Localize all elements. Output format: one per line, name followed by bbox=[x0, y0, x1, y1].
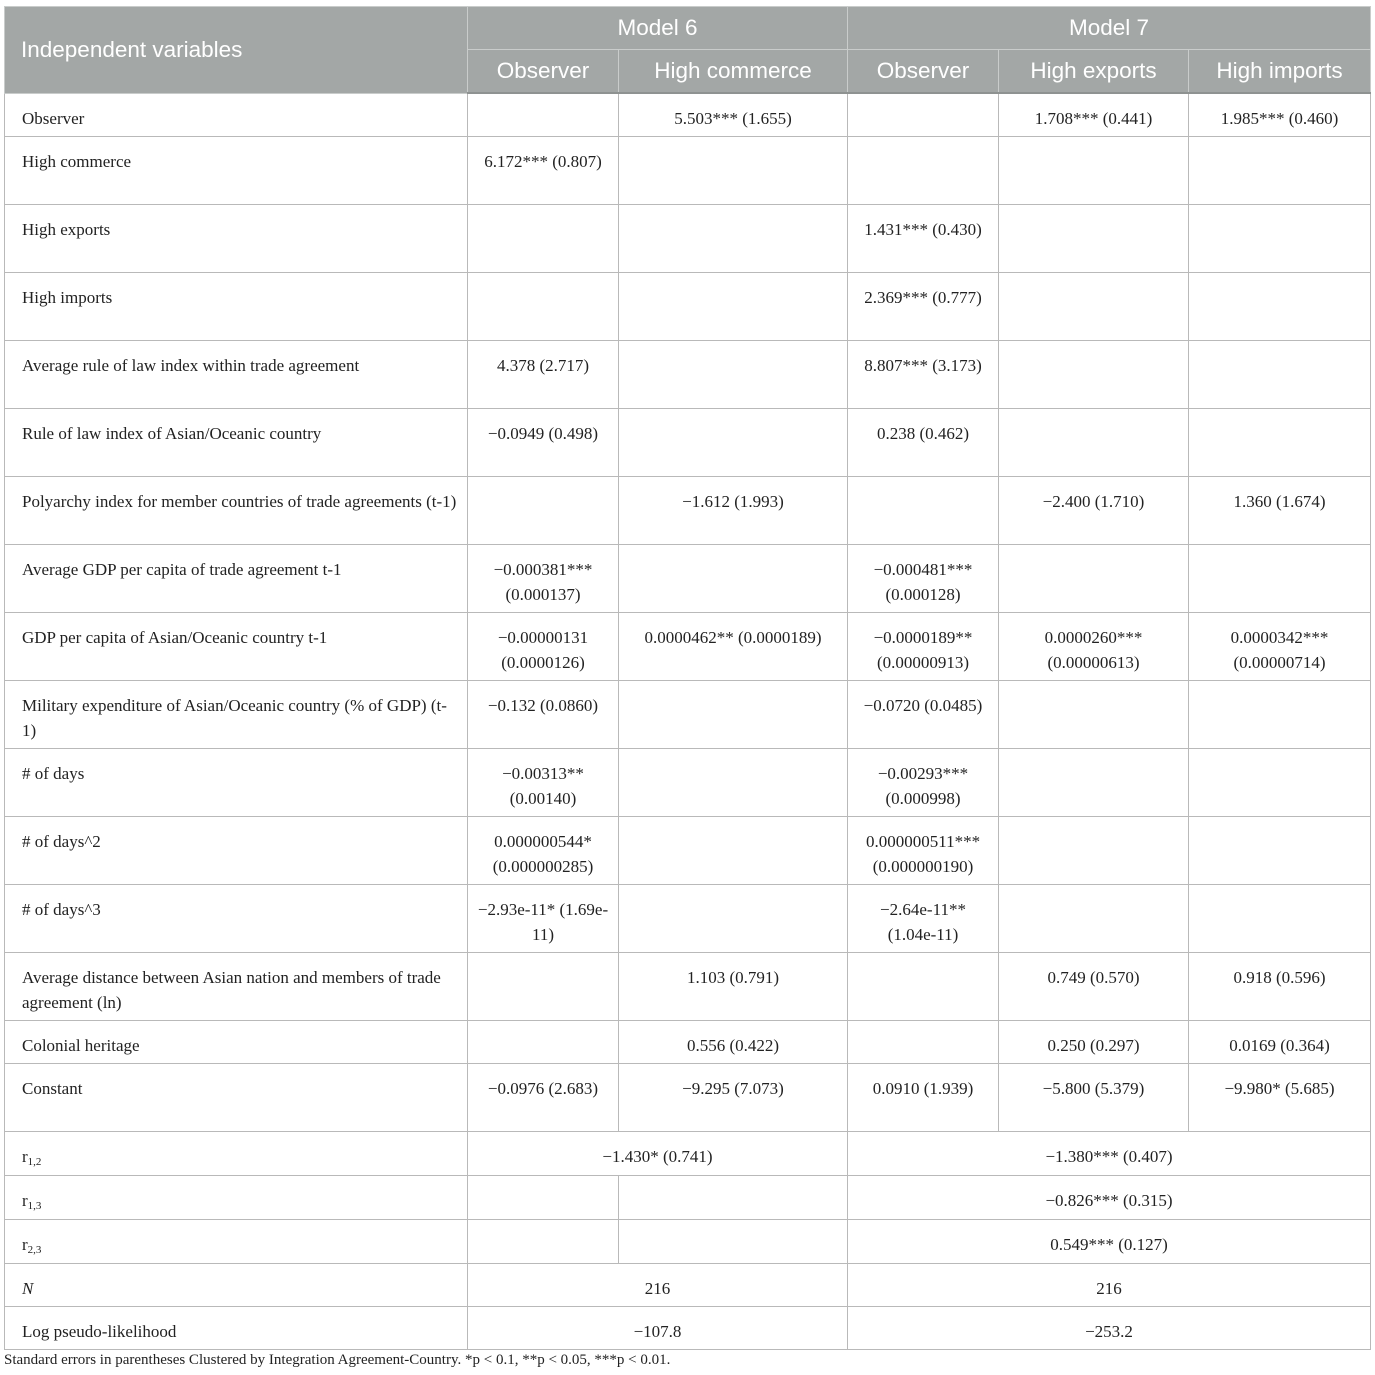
row-label-of-days: # of days bbox=[5, 749, 468, 817]
table-row-r12 bbox=[5, 1132, 1371, 1176]
header-model-7: Model 7 bbox=[848, 7, 1371, 50]
row-label-gdp-per-capita-of-asian-oceanic-country-t-1: GDP per capita of Asian/Oceanic country t-1 bbox=[5, 613, 468, 681]
table-row bbox=[5, 137, 1371, 205]
cell-m6-high-commerce: 5.503*** (1.655) bbox=[619, 93, 848, 137]
table-row bbox=[5, 817, 1371, 885]
cell-m6-high-commerce: −1.612 (1.993) bbox=[619, 477, 848, 545]
cell-m6-observer: −2.93e-11* (1.69e-11) bbox=[468, 885, 619, 953]
table-row bbox=[5, 409, 1371, 477]
cell-m6-observer bbox=[468, 1021, 619, 1064]
row-label-polyarchy-index-for-member-countries-of-trade-agreements-t-1: Polyarchy index for member countries of trade agreements (t-1) bbox=[5, 477, 468, 545]
cell-m7-high-imports: −9.980* (5.685) bbox=[1189, 1064, 1371, 1132]
cell-m7-high-exports bbox=[999, 681, 1189, 749]
cell-m6-high-commerce: 1.103 (0.791) bbox=[619, 953, 848, 1021]
cell-m7-observer: −2.64e-11** (1.04e-11) bbox=[848, 885, 999, 953]
cell-m7-high-exports bbox=[999, 273, 1189, 341]
row-label-average-rule-of-law-index-within-trade-agreement: Average rule of law index within trade agreement bbox=[5, 341, 468, 409]
cell-m7-high-imports bbox=[1189, 409, 1371, 477]
cell-m7-observer: −0.00293*** (0.000998) bbox=[848, 749, 999, 817]
row-label-observer: Observer bbox=[5, 93, 468, 137]
cell-n-model6: 216 bbox=[468, 1264, 848, 1307]
cell-m6-observer bbox=[468, 477, 619, 545]
cell-m6-observer bbox=[468, 205, 619, 273]
cell-r12-model6: −1.430* (0.741) bbox=[468, 1132, 848, 1176]
cell-m7-high-exports: 0.749 (0.570) bbox=[999, 953, 1189, 1021]
cell-m6-high-commerce bbox=[619, 205, 848, 273]
table-row bbox=[5, 613, 1371, 681]
table-row-r13 bbox=[5, 1176, 1371, 1220]
cell-m6-high-commerce bbox=[619, 137, 848, 205]
cell-m7-high-exports: 1.708*** (0.441) bbox=[999, 93, 1189, 137]
cell-m7-high-imports: 0.918 (0.596) bbox=[1189, 953, 1371, 1021]
cell-r13-m6-high-commerce bbox=[619, 1176, 848, 1220]
header-col-high-exports: High exports bbox=[999, 50, 1189, 94]
cell-m6-observer bbox=[468, 953, 619, 1021]
cell-m7-high-exports bbox=[999, 205, 1189, 273]
row-label-log-likelihood: Log pseudo-likelihood bbox=[5, 1307, 468, 1350]
header-independent-variables: Independent variables bbox=[5, 7, 468, 94]
cell-m6-observer: 0.000000544* (0.000000285) bbox=[468, 817, 619, 885]
cell-m6-observer: −0.0976 (2.683) bbox=[468, 1064, 619, 1132]
cell-m7-observer: 0.0910 (1.939) bbox=[848, 1064, 999, 1132]
row-label-constant: Constant bbox=[5, 1064, 468, 1132]
table-row-log-likelihood bbox=[5, 1307, 1371, 1350]
cell-m7-high-exports bbox=[999, 341, 1189, 409]
cell-m7-high-imports bbox=[1189, 885, 1371, 953]
cell-m7-high-imports bbox=[1189, 749, 1371, 817]
cell-m6-high-commerce bbox=[619, 749, 848, 817]
table-row bbox=[5, 205, 1371, 273]
table-body bbox=[5, 93, 1371, 1350]
cell-m7-high-exports: 0.250 (0.297) bbox=[999, 1021, 1189, 1064]
row-label-high-exports: High exports bbox=[5, 205, 468, 273]
cell-m6-observer bbox=[468, 273, 619, 341]
cell-m6-high-commerce bbox=[619, 545, 848, 613]
cell-m7-high-imports bbox=[1189, 545, 1371, 613]
table-row bbox=[5, 681, 1371, 749]
cell-m7-observer: −0.000481*** (0.000128) bbox=[848, 545, 999, 613]
table-row bbox=[5, 341, 1371, 409]
cell-m6-high-commerce bbox=[619, 273, 848, 341]
row-label-military-expenditure-of-asian-oceanic-country-of-gdp-t-1: Military expenditure of Asian/Oceanic country (% of GDP) (t-1) bbox=[5, 681, 468, 749]
cell-m6-high-commerce: 0.556 (0.422) bbox=[619, 1021, 848, 1064]
cell-loglik-model7: −253.2 bbox=[848, 1307, 1371, 1350]
header-col-high-imports: High imports bbox=[1189, 50, 1371, 94]
cell-m7-high-imports bbox=[1189, 273, 1371, 341]
cell-m7-high-exports bbox=[999, 137, 1189, 205]
cell-m6-observer: −0.00313** (0.00140) bbox=[468, 749, 619, 817]
table-row bbox=[5, 93, 1371, 137]
cell-m7-observer: 8.807*** (3.173) bbox=[848, 341, 999, 409]
cell-m7-high-imports bbox=[1189, 341, 1371, 409]
cell-m6-observer: 6.172*** (0.807) bbox=[468, 137, 619, 205]
row-label-of-days-3: # of days^3 bbox=[5, 885, 468, 953]
cell-m7-observer: −0.0000189** (0.00000913) bbox=[848, 613, 999, 681]
cell-m7-high-imports bbox=[1189, 205, 1371, 273]
header-col-high-commerce: High commerce bbox=[619, 50, 848, 94]
row-label-r13: $r_{1,3}$ bbox=[5, 1176, 468, 1220]
table-row bbox=[5, 885, 1371, 953]
cell-m6-high-commerce bbox=[619, 817, 848, 885]
cell-m6-high-commerce bbox=[619, 885, 848, 953]
row-label-rule-of-law-index-of-asian-oceanic-country: Rule of law index of Asian/Oceanic country bbox=[5, 409, 468, 477]
cell-m7-high-imports: 1.985*** (0.460) bbox=[1189, 93, 1371, 137]
cell-m7-high-exports: −2.400 (1.710) bbox=[999, 477, 1189, 545]
row-label-high-commerce: High commerce bbox=[5, 137, 468, 205]
cell-loglik-model6: −107.8 bbox=[468, 1307, 848, 1350]
cell-m7-high-imports: 1.360 (1.674) bbox=[1189, 477, 1371, 545]
table-row bbox=[5, 545, 1371, 613]
table-row bbox=[5, 1064, 1371, 1132]
cell-r23-m6-high-commerce bbox=[619, 1220, 848, 1264]
table-row bbox=[5, 953, 1371, 1021]
cell-r12-model7: −1.380*** (0.407) bbox=[848, 1132, 1371, 1176]
cell-m6-high-commerce bbox=[619, 681, 848, 749]
header-col-observer-m6: Observer bbox=[468, 50, 619, 94]
cell-m6-high-commerce: 0.0000462** (0.0000189) bbox=[619, 613, 848, 681]
cell-m7-observer bbox=[848, 137, 999, 205]
cell-m7-observer bbox=[848, 1021, 999, 1064]
regression-table bbox=[4, 6, 1371, 1350]
table-row-n bbox=[5, 1264, 1371, 1307]
cell-m6-observer: 4.378 (2.717) bbox=[468, 341, 619, 409]
cell-m7-high-imports: 0.0169 (0.364) bbox=[1189, 1021, 1371, 1064]
row-label-average-distance-between-asian-nation-and-members-of-trade-agreement-ln: Average distance between Asian nation and members of trade agreement (ln) bbox=[5, 953, 468, 1021]
cell-m7-high-exports: 0.0000260*** (0.00000613) bbox=[999, 613, 1189, 681]
cell-m7-high-exports bbox=[999, 885, 1189, 953]
cell-m7-high-imports bbox=[1189, 137, 1371, 205]
cell-m6-observer: −0.00000131 (0.0000126) bbox=[468, 613, 619, 681]
cell-m7-observer: 1.431*** (0.430) bbox=[848, 205, 999, 273]
row-label-n: N bbox=[5, 1264, 468, 1307]
cell-m7-observer: −0.0720 (0.0485) bbox=[848, 681, 999, 749]
cell-m6-high-commerce: −9.295 (7.073) bbox=[619, 1064, 848, 1132]
cell-m7-high-exports: −5.800 (5.379) bbox=[999, 1064, 1189, 1132]
cell-r23-m6-observer bbox=[468, 1220, 619, 1264]
table-row bbox=[5, 749, 1371, 817]
cell-m6-observer: −0.132 (0.0860) bbox=[468, 681, 619, 749]
table-row bbox=[5, 1021, 1371, 1064]
row-label-r23: $r_{2,3}$ bbox=[5, 1220, 468, 1264]
cell-m7-observer bbox=[848, 477, 999, 545]
row-label-average-gdp-per-capita-of-trade-agreement-t-1: Average GDP per capita of trade agreement t-1 bbox=[5, 545, 468, 613]
table-footnote: Standard errors in parentheses Clustered by Integration Agreement-Country. *p < 0.1, **p < 0.05, ***p < 0.01. bbox=[4, 1352, 671, 1368]
cell-m6-high-commerce bbox=[619, 341, 848, 409]
cell-m7-high-imports bbox=[1189, 817, 1371, 885]
header-col-observer-m7: Observer bbox=[848, 50, 999, 94]
row-label-high-imports: High imports bbox=[5, 273, 468, 341]
table-row bbox=[5, 273, 1371, 341]
cell-n-model7: 216 bbox=[848, 1264, 1371, 1307]
table-row-r23 bbox=[5, 1220, 1371, 1264]
cell-m7-observer: 2.369*** (0.777) bbox=[848, 273, 999, 341]
cell-r13-model7: −0.826*** (0.315) bbox=[848, 1176, 1371, 1220]
cell-m7-high-exports bbox=[999, 545, 1189, 613]
cell-m7-high-exports bbox=[999, 749, 1189, 817]
cell-m7-high-imports: 0.0000342*** (0.00000714) bbox=[1189, 613, 1371, 681]
cell-m7-observer bbox=[848, 93, 999, 137]
table-row bbox=[5, 477, 1371, 545]
row-label-colonial-heritage: Colonial heritage bbox=[5, 1021, 468, 1064]
cell-r23-model7: 0.549*** (0.127) bbox=[848, 1220, 1371, 1264]
cell-m7-observer bbox=[848, 953, 999, 1021]
row-label-of-days-2: # of days^2 bbox=[5, 817, 468, 885]
cell-m7-observer: 0.238 (0.462) bbox=[848, 409, 999, 477]
cell-m6-observer: −0.0949 (0.498) bbox=[468, 409, 619, 477]
cell-m6-high-commerce bbox=[619, 409, 848, 477]
cell-m6-observer bbox=[468, 93, 619, 137]
cell-m7-observer: 0.000000511*** (0.000000190) bbox=[848, 817, 999, 885]
cell-m6-observer: −0.000381*** (0.000137) bbox=[468, 545, 619, 613]
row-label-r12: $r_{1,2}$ bbox=[5, 1132, 468, 1176]
header-model-6: Model 6 bbox=[468, 7, 848, 50]
cell-m7-high-imports bbox=[1189, 681, 1371, 749]
results-table-container bbox=[4, 6, 1370, 1350]
cell-m7-high-exports bbox=[999, 817, 1189, 885]
cell-m7-high-exports bbox=[999, 409, 1189, 477]
table-header bbox=[5, 7, 1371, 94]
cell-r13-m6-observer bbox=[468, 1176, 619, 1220]
